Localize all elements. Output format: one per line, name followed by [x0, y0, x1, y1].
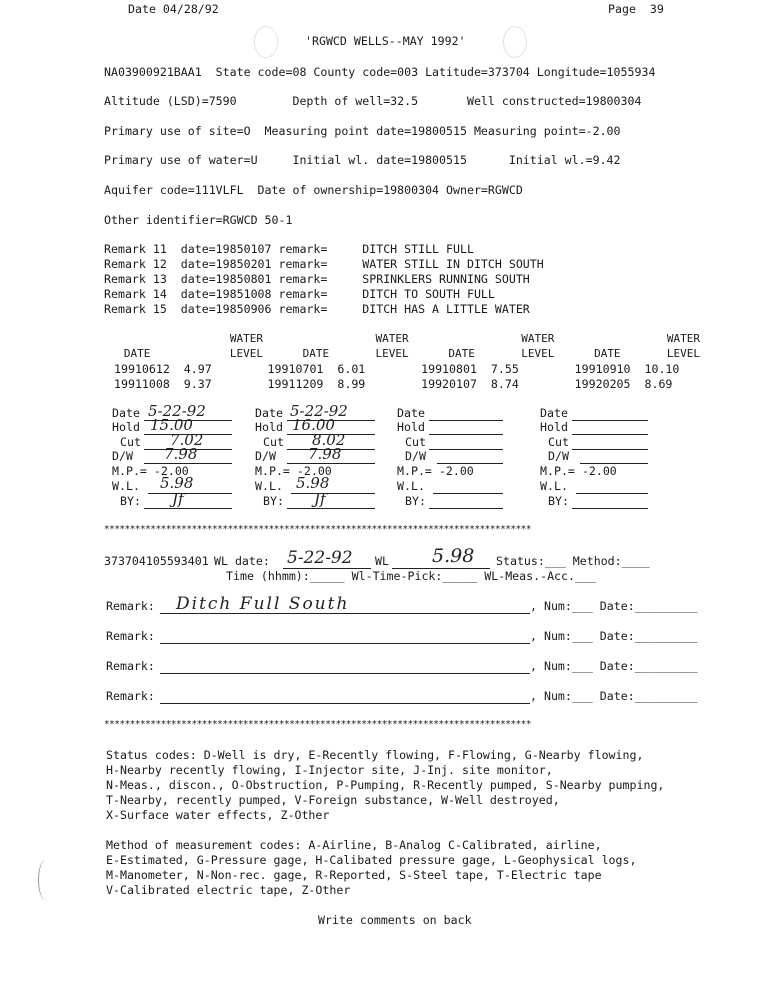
status-codes-line: Status codes: D-Well is dry, E-Recently flowing, F-Flowing, G-Nearby flowing, — [106, 748, 644, 762]
entry-by-initials: Jf — [172, 490, 184, 508]
remark-form-label: Remark: — [106, 689, 155, 703]
entry-wl-line[interactable] — [576, 493, 648, 494]
entry-by-label: BY: — [263, 494, 284, 508]
entry-cut-label: Cut — [405, 435, 426, 449]
entry-dw-label: D/W — [405, 449, 426, 463]
entry-hold-value: 15.00 — [150, 416, 193, 434]
footer-note: Write comments on back — [318, 913, 472, 927]
entry-wl-label: W.L. — [255, 479, 283, 493]
remark-form-label: Remark: — [106, 659, 155, 673]
entry-by-label: BY: — [120, 494, 141, 508]
entry-cut-line[interactable] — [429, 449, 503, 450]
entry-wl-line[interactable] — [433, 493, 503, 494]
entry-dw-value: 7.98 — [308, 445, 342, 463]
entry-cut-line[interactable] — [572, 449, 648, 450]
wl-value: 5.98 — [432, 545, 475, 567]
remark-form-num-date: , Num:___ Date:_________ — [530, 659, 698, 673]
entry-wl-value: 5.98 — [160, 474, 194, 492]
entry-date-label: Date — [255, 406, 283, 420]
entry-hold-label: Hold — [397, 420, 425, 434]
method-codes-line: E-Estimated, G-Pressure gage, H-Calibated pressure gage, L-Geophysical logs, — [106, 853, 637, 867]
entry-dw-label: D/W — [255, 449, 276, 463]
header-date: Date 04/28/92 — [128, 2, 219, 16]
entry-date-label: Date — [397, 406, 425, 420]
entry-by-line[interactable] — [287, 508, 375, 509]
wl-time-line: Time (hhmm):_____ Wl-Time-Pick:_____ WL-Meas.-Acc.___ — [226, 569, 596, 583]
wl-site-id: 373704105593401 — [104, 554, 209, 568]
entry-by-line[interactable] — [572, 508, 648, 509]
entry-mp: M.P.= -2.00 — [112, 464, 189, 478]
method-codes-line: Method of measurement codes: A-Airline, B-Analog C-Calibrated, airline, — [106, 838, 602, 852]
site-line-identifiers: NA03900921BAA1 State code=08 County code=003 Latitude=373704 Longitude=1055934 — [104, 65, 656, 79]
header-page: Page 39 — [608, 2, 664, 16]
remark-line: Remark 11 date=19850107 remark= DITCH STILL FULL — [104, 242, 474, 256]
site-line-aquifer: Aquifer code=111VLFL Date of ownership=19800304 Owner=RGWCD — [104, 183, 523, 197]
entry-wl-label: W.L. — [540, 479, 568, 493]
wl-date-label: WL date: — [214, 554, 270, 568]
entry-hold-line[interactable] — [429, 434, 503, 435]
entry-mp: M.P.= -2.00 — [255, 464, 332, 478]
entry-hold-value: 16.00 — [292, 416, 335, 434]
entry-date-label: Date — [540, 406, 568, 420]
levels-header-date-level: DATE LEVEL DATE LEVEL DATE LEVEL DATE LEVEL — [104, 347, 701, 360]
wl-label: WL — [375, 554, 389, 568]
entry-cut-label: Cut — [548, 435, 569, 449]
remark-form-line[interactable] — [160, 673, 530, 674]
punch-hole-left — [254, 26, 278, 58]
remark-line: Remark 13 date=19850801 remark= SPRINKLERS RUNNING SOUTH — [104, 272, 530, 286]
entry-date-line[interactable] — [429, 420, 503, 421]
entry-hold-label: Hold — [255, 420, 283, 434]
entry-wl-line[interactable] — [291, 493, 375, 494]
site-line-other-id: Other identifier=RGWCD 50-1 — [104, 213, 293, 227]
entry-wl-value: 5.98 — [296, 474, 330, 492]
entry-cut-value: 7.02 — [170, 431, 204, 449]
entry-wl-label: W.L. — [397, 479, 425, 493]
entry-mp: M.P.= -2.00 — [397, 464, 474, 478]
status-codes-line: N-Meas., discon., O-Obstruction, P-Pumping, R-Recently pumped, S-Nearby pumping, — [106, 778, 665, 792]
entry-hold-label: Hold — [540, 420, 568, 434]
entry-by-label: BY: — [405, 494, 426, 508]
entry-by-line[interactable] — [144, 508, 232, 509]
entry-cut-label: Cut — [120, 435, 141, 449]
remark-line: Remark 12 date=19850201 remark= WATER STILL IN DITCH SOUTH — [104, 257, 544, 271]
wl-status-method: Status:___ Method:____ — [496, 554, 650, 568]
entry-dw-label: D/W — [112, 449, 133, 463]
entry-date-line[interactable] — [572, 420, 648, 421]
entry-dw-label: D/W — [548, 449, 569, 463]
entry-by-label: BY: — [548, 494, 569, 508]
wl-date-value: 5-22-92 — [287, 548, 353, 568]
page-edge-mark — [38, 860, 53, 900]
site-line-altitude: Altitude (LSD)=7590 Depth of well=32.5 Well constructed=19800304 — [104, 94, 642, 108]
remark-form-line[interactable] — [160, 703, 530, 704]
punch-hole-right — [503, 26, 527, 58]
remark-form-num-date: , Num:___ Date:_________ — [530, 599, 698, 613]
remark-form-num-date: , Num:___ Date:_________ — [530, 689, 698, 703]
site-line-use-of-site: Primary use of site=O Measuring point date=19800515 Measuring point=-2.00 — [104, 124, 621, 138]
entry-cut-value: 8.02 — [312, 431, 346, 449]
entry-hold-label: Hold — [112, 420, 140, 434]
remark-line: Remark 15 date=19850906 remark= DITCH HAS A LITTLE WATER — [104, 302, 530, 316]
remark-form-label: Remark: — [106, 629, 155, 643]
page-title: 'RGWCD WELLS--MAY 1992' — [305, 34, 466, 48]
site-line-use-of-water: Primary use of water=U Initial wl. date=19800515 Initial wl.=9.42 — [104, 153, 621, 167]
entry-date-value: 5-22-92 — [148, 402, 206, 420]
remark-form-num-date: , Num:___ Date:_________ — [530, 629, 698, 643]
entry-by-line[interactable] — [429, 508, 503, 509]
method-codes-line: V-Calibrated electric tape, Z-Other — [106, 883, 351, 897]
entry-dw-value: 7.98 — [164, 445, 198, 463]
status-codes-line: T-Nearby, recently pumped, V-Foreign substance, W-Well destroyed, — [106, 793, 560, 807]
star-separator: *********************************************************************************** — [104, 719, 531, 730]
star-separator: *********************************************************************************** — [104, 524, 531, 535]
entry-by-initials: Jf — [314, 490, 326, 508]
status-codes-line: X-Surface water effects, Z-Other — [106, 808, 330, 822]
entry-mp: M.P.= -2.00 — [540, 464, 617, 478]
method-codes-line: M-Manometer, N-Non-rec. gage, R-Reported, S-Steel tape, T-Electric tape — [106, 868, 602, 882]
remark-form-label: Remark: — [106, 599, 155, 613]
remark-line: Remark 14 date=19851008 remark= DITCH TO SOUTH FULL — [104, 287, 495, 301]
levels-row: 19911008 9.37 19911209 8.99 19920107 8.74 19920205 8.69 — [114, 377, 673, 391]
remark-form-line[interactable] — [160, 643, 530, 644]
entry-hold-line[interactable] — [572, 434, 648, 435]
levels-header-water: WATER WATER WATER WATER — [104, 332, 701, 345]
status-codes-line: H-Nearby recently flowing, I-Injector site, J-Inj. site monitor, — [106, 763, 553, 777]
entry-wl-line[interactable] — [148, 493, 232, 494]
levels-row: 19910612 4.97 19910701 6.01 19910801 7.55 19910910 10.10 — [114, 362, 680, 376]
remark-form-handwritten: Ditch Full South — [176, 594, 350, 614]
entry-wl-label: W.L. — [112, 479, 140, 493]
entry-cut-label: Cut — [263, 435, 284, 449]
entry-date-value: 5-22-92 — [290, 402, 348, 420]
entry-date-label: Date — [112, 406, 140, 420]
